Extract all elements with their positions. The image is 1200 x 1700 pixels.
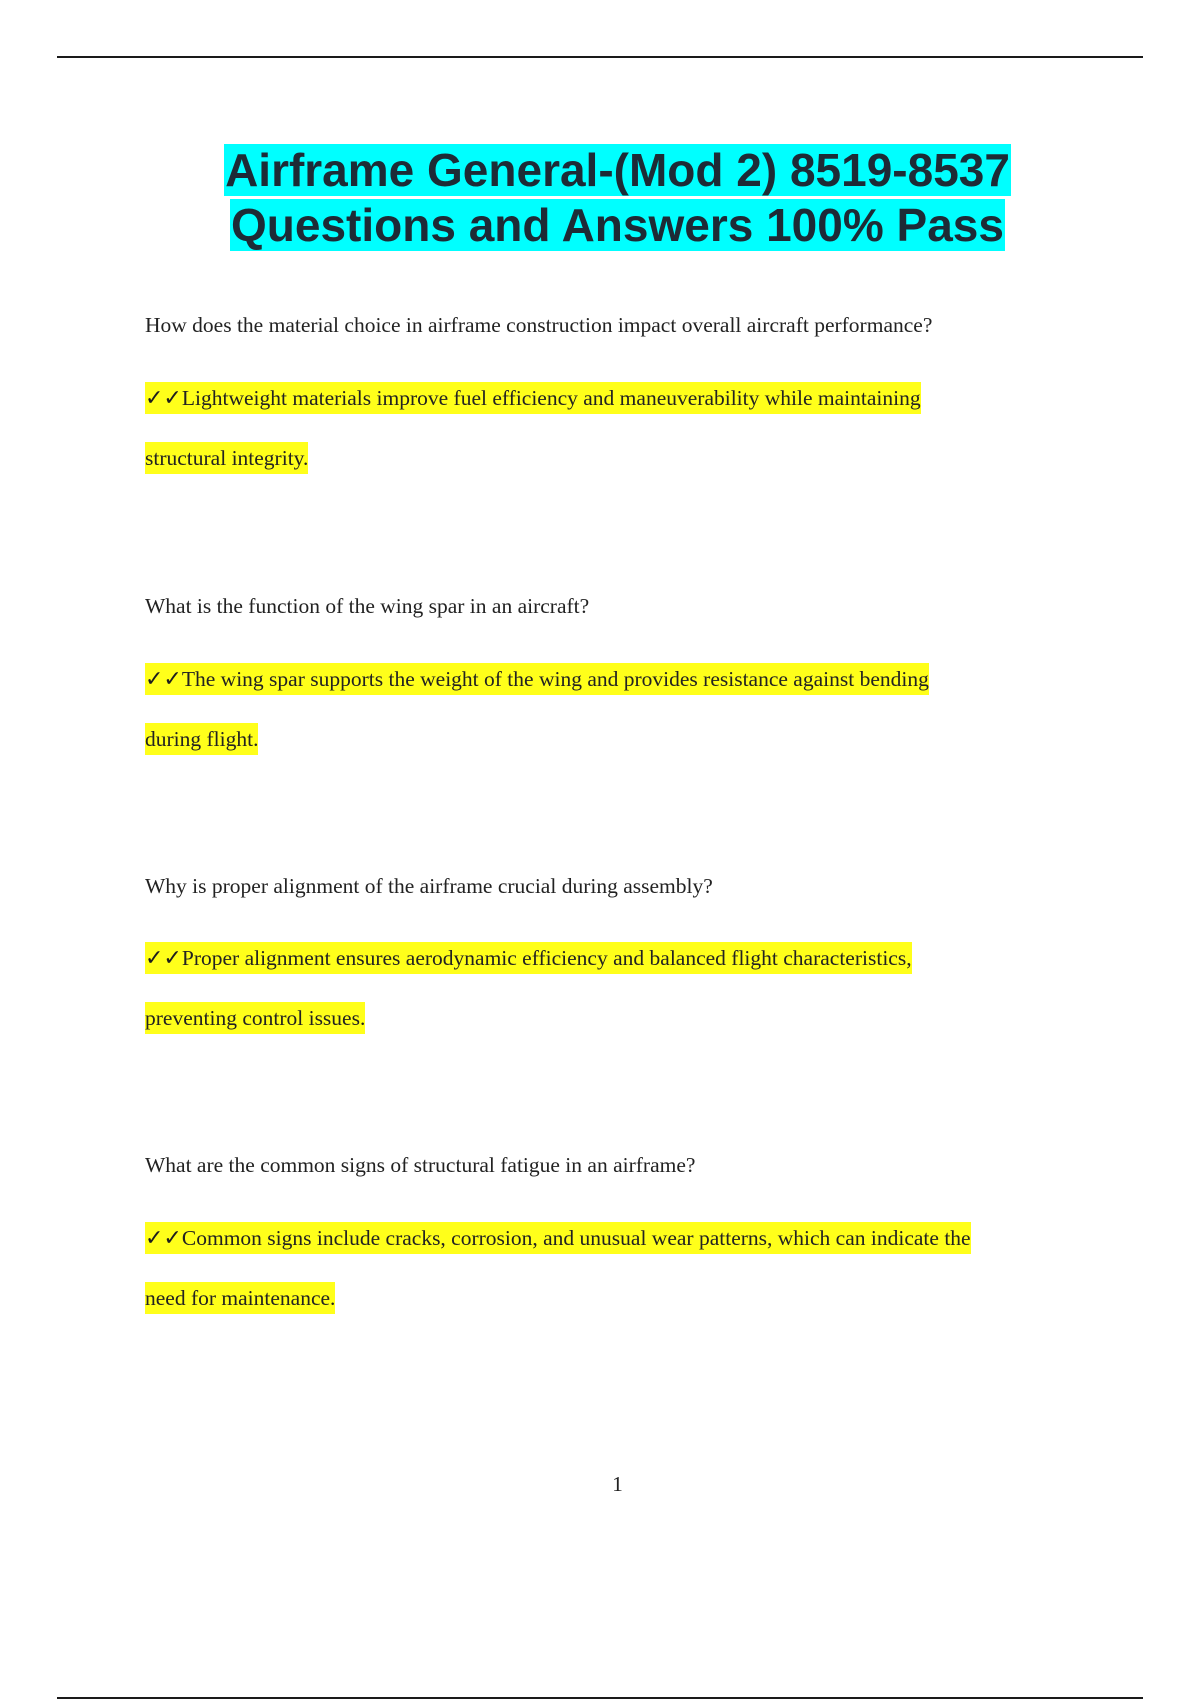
check-mark-icon: ✓✓ — [145, 667, 182, 692]
answer-4 — [145, 1208, 971, 1328]
title-line-1: Airframe General-(Mod 2) 8519-8537 — [225, 144, 1010, 196]
answer-2-line-2: during flight. — [145, 723, 258, 755]
check-mark-icon: ✓✓ — [145, 946, 182, 971]
answer-1-line-1: Lightweight materials improve fuel efficiency and maneuverability while maintaining — [181, 386, 921, 410]
top-rule — [57, 56, 1143, 58]
answer-3-line-1: Proper alignment ensures aerodynamic efficiency and balanced flight characteristics, — [181, 946, 912, 970]
question-2: What is the function of the wing spar in an aircraft? — [145, 594, 590, 618]
check-mark-icon: ✓✓ — [145, 386, 182, 411]
answer-4-line-1: Common signs include cracks, corrosion, and unusual wear patterns, which can indicate the — [181, 1226, 971, 1250]
bottom-rule — [57, 1697, 1143, 1699]
title-line-2: Questions and Answers 100% Pass — [231, 199, 1004, 251]
check-mark-icon: ✓✓ — [145, 1226, 182, 1251]
answer-4-line-2: need for maintenance. — [145, 1282, 335, 1314]
question-4: What are the common signs of structural fatigue in an airframe? — [145, 1153, 696, 1177]
page-number: 1 — [612, 1472, 623, 1496]
answer-2-line-1: The wing spar supports the weight of the wing and provides resistance against bending — [181, 667, 929, 691]
question-3: Why is proper alignment of the airframe crucial during assembly? — [145, 874, 713, 898]
answer-2 — [145, 649, 929, 769]
document-title — [0, 143, 1200, 253]
answer-1 — [145, 368, 921, 488]
answer-1-line-2: structural integrity. — [145, 442, 308, 474]
answer-3 — [145, 928, 912, 1048]
answer-3-line-2: preventing control issues. — [145, 1002, 365, 1034]
question-1: How does the material choice in airframe construction impact overall aircraft performance? — [145, 313, 933, 337]
